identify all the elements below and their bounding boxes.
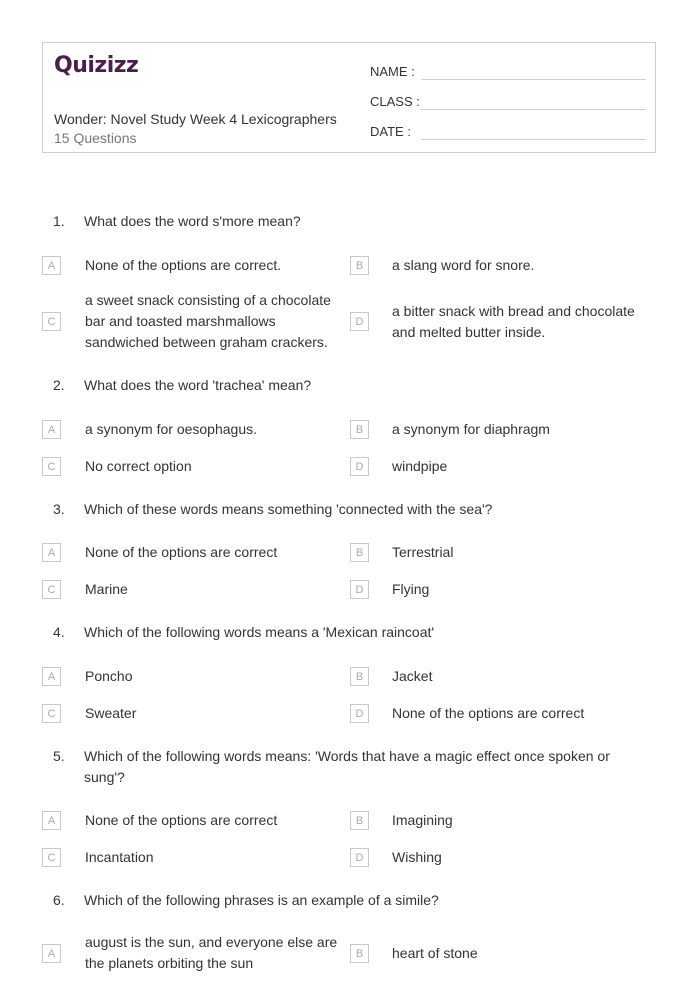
question-text: Which of these words means something 'connected with the sea'? bbox=[84, 501, 493, 517]
option-text: Sweater bbox=[85, 705, 137, 721]
option-letter-box: A bbox=[42, 944, 61, 963]
option-letter-box: A bbox=[42, 811, 61, 830]
option-text: Wishing bbox=[392, 849, 442, 865]
option-text: Jacket bbox=[392, 668, 433, 684]
option-letter-box: D bbox=[350, 704, 369, 723]
option-letter-box: B bbox=[350, 667, 369, 686]
option-letter-box: A bbox=[42, 256, 61, 275]
option-text: Imagining bbox=[392, 812, 453, 828]
option-text: a bitter snack with bread and chocolate and melted butter inside. bbox=[392, 303, 635, 340]
option-letter-box: D bbox=[350, 312, 369, 331]
date-line[interactable] bbox=[421, 139, 646, 140]
option-letter-box: B bbox=[350, 256, 369, 275]
option-letter-box: A bbox=[42, 667, 61, 686]
option-text: windpipe bbox=[392, 458, 448, 474]
option-letter-box: C bbox=[42, 848, 61, 867]
question-text: Which of the following words means: 'Words that have a magic effect once spoken or sung'? bbox=[84, 748, 610, 785]
question-text: What does the word 'trachea' mean? bbox=[84, 377, 312, 393]
option-text: None of the options are correct bbox=[85, 812, 278, 828]
option-text: Incantation bbox=[85, 849, 154, 865]
option-text: Poncho bbox=[85, 668, 133, 684]
option-letter-box: C bbox=[42, 312, 61, 331]
option-letter-box: A bbox=[42, 420, 61, 439]
worksheet-title: Wonder: Novel Study Week 4 Lexicographers bbox=[54, 111, 337, 127]
question-number: 3. bbox=[53, 501, 65, 517]
option-letter-box: B bbox=[350, 944, 369, 963]
question-text: Which of the following words means a 'Mexican raincoat' bbox=[84, 624, 435, 640]
date-field[interactable] bbox=[370, 121, 420, 139]
option-text: None of the options are correct. bbox=[85, 257, 282, 273]
worksheet-header bbox=[42, 42, 656, 153]
option-letter-box: B bbox=[350, 543, 369, 562]
option-letter-box: D bbox=[350, 848, 369, 867]
option-text: Terrestrial bbox=[392, 544, 454, 560]
option-letter-box: C bbox=[42, 704, 61, 723]
option-letter-box: C bbox=[42, 580, 61, 599]
name-line[interactable] bbox=[421, 79, 646, 80]
option-text: Marine bbox=[85, 581, 128, 597]
quizizz-logo: Quizizz bbox=[54, 53, 139, 78]
option-text: a sweet snack consisting of a chocolate bar and toasted marshmallows sandwiched between graham crackers. bbox=[85, 292, 331, 350]
option-letter-box: D bbox=[350, 580, 369, 599]
name-label: NAME : bbox=[370, 64, 415, 79]
option-text: heart of stone bbox=[392, 945, 478, 961]
option-text: No correct option bbox=[85, 458, 192, 474]
question-text: What does the word s'more mean? bbox=[84, 213, 301, 229]
question-text: Which of the following phrases is an example of a simile? bbox=[84, 892, 439, 908]
option-text: Flying bbox=[392, 581, 430, 597]
option-text: august is the sun, and everyone else are the planets orbiting the sun bbox=[85, 934, 338, 971]
option-text: a synonym for oesophagus. bbox=[85, 421, 257, 437]
class-label: CLASS : bbox=[370, 94, 420, 109]
date-label: DATE : bbox=[370, 124, 411, 139]
question-number: 1. bbox=[53, 213, 65, 229]
option-letter-box: D bbox=[350, 457, 369, 476]
option-text: None of the options are correct bbox=[85, 544, 278, 560]
question-number: 4. bbox=[53, 624, 65, 640]
option-letter-box: A bbox=[42, 543, 61, 562]
question-number: 5. bbox=[53, 748, 65, 764]
option-letter-box: B bbox=[350, 420, 369, 439]
option-letter-box: C bbox=[42, 457, 61, 476]
class-field[interactable] bbox=[370, 91, 420, 109]
question-number: 2. bbox=[53, 377, 65, 393]
option-text: None of the options are correct bbox=[392, 705, 585, 721]
name-field[interactable] bbox=[370, 61, 420, 79]
question-number: 6. bbox=[53, 892, 65, 908]
question-count: 15 Questions bbox=[54, 130, 137, 146]
option-text: a synonym for diaphragm bbox=[392, 421, 550, 437]
option-text: a slang word for snore. bbox=[392, 257, 535, 273]
option-letter-box: B bbox=[350, 811, 369, 830]
class-line[interactable] bbox=[421, 109, 646, 110]
